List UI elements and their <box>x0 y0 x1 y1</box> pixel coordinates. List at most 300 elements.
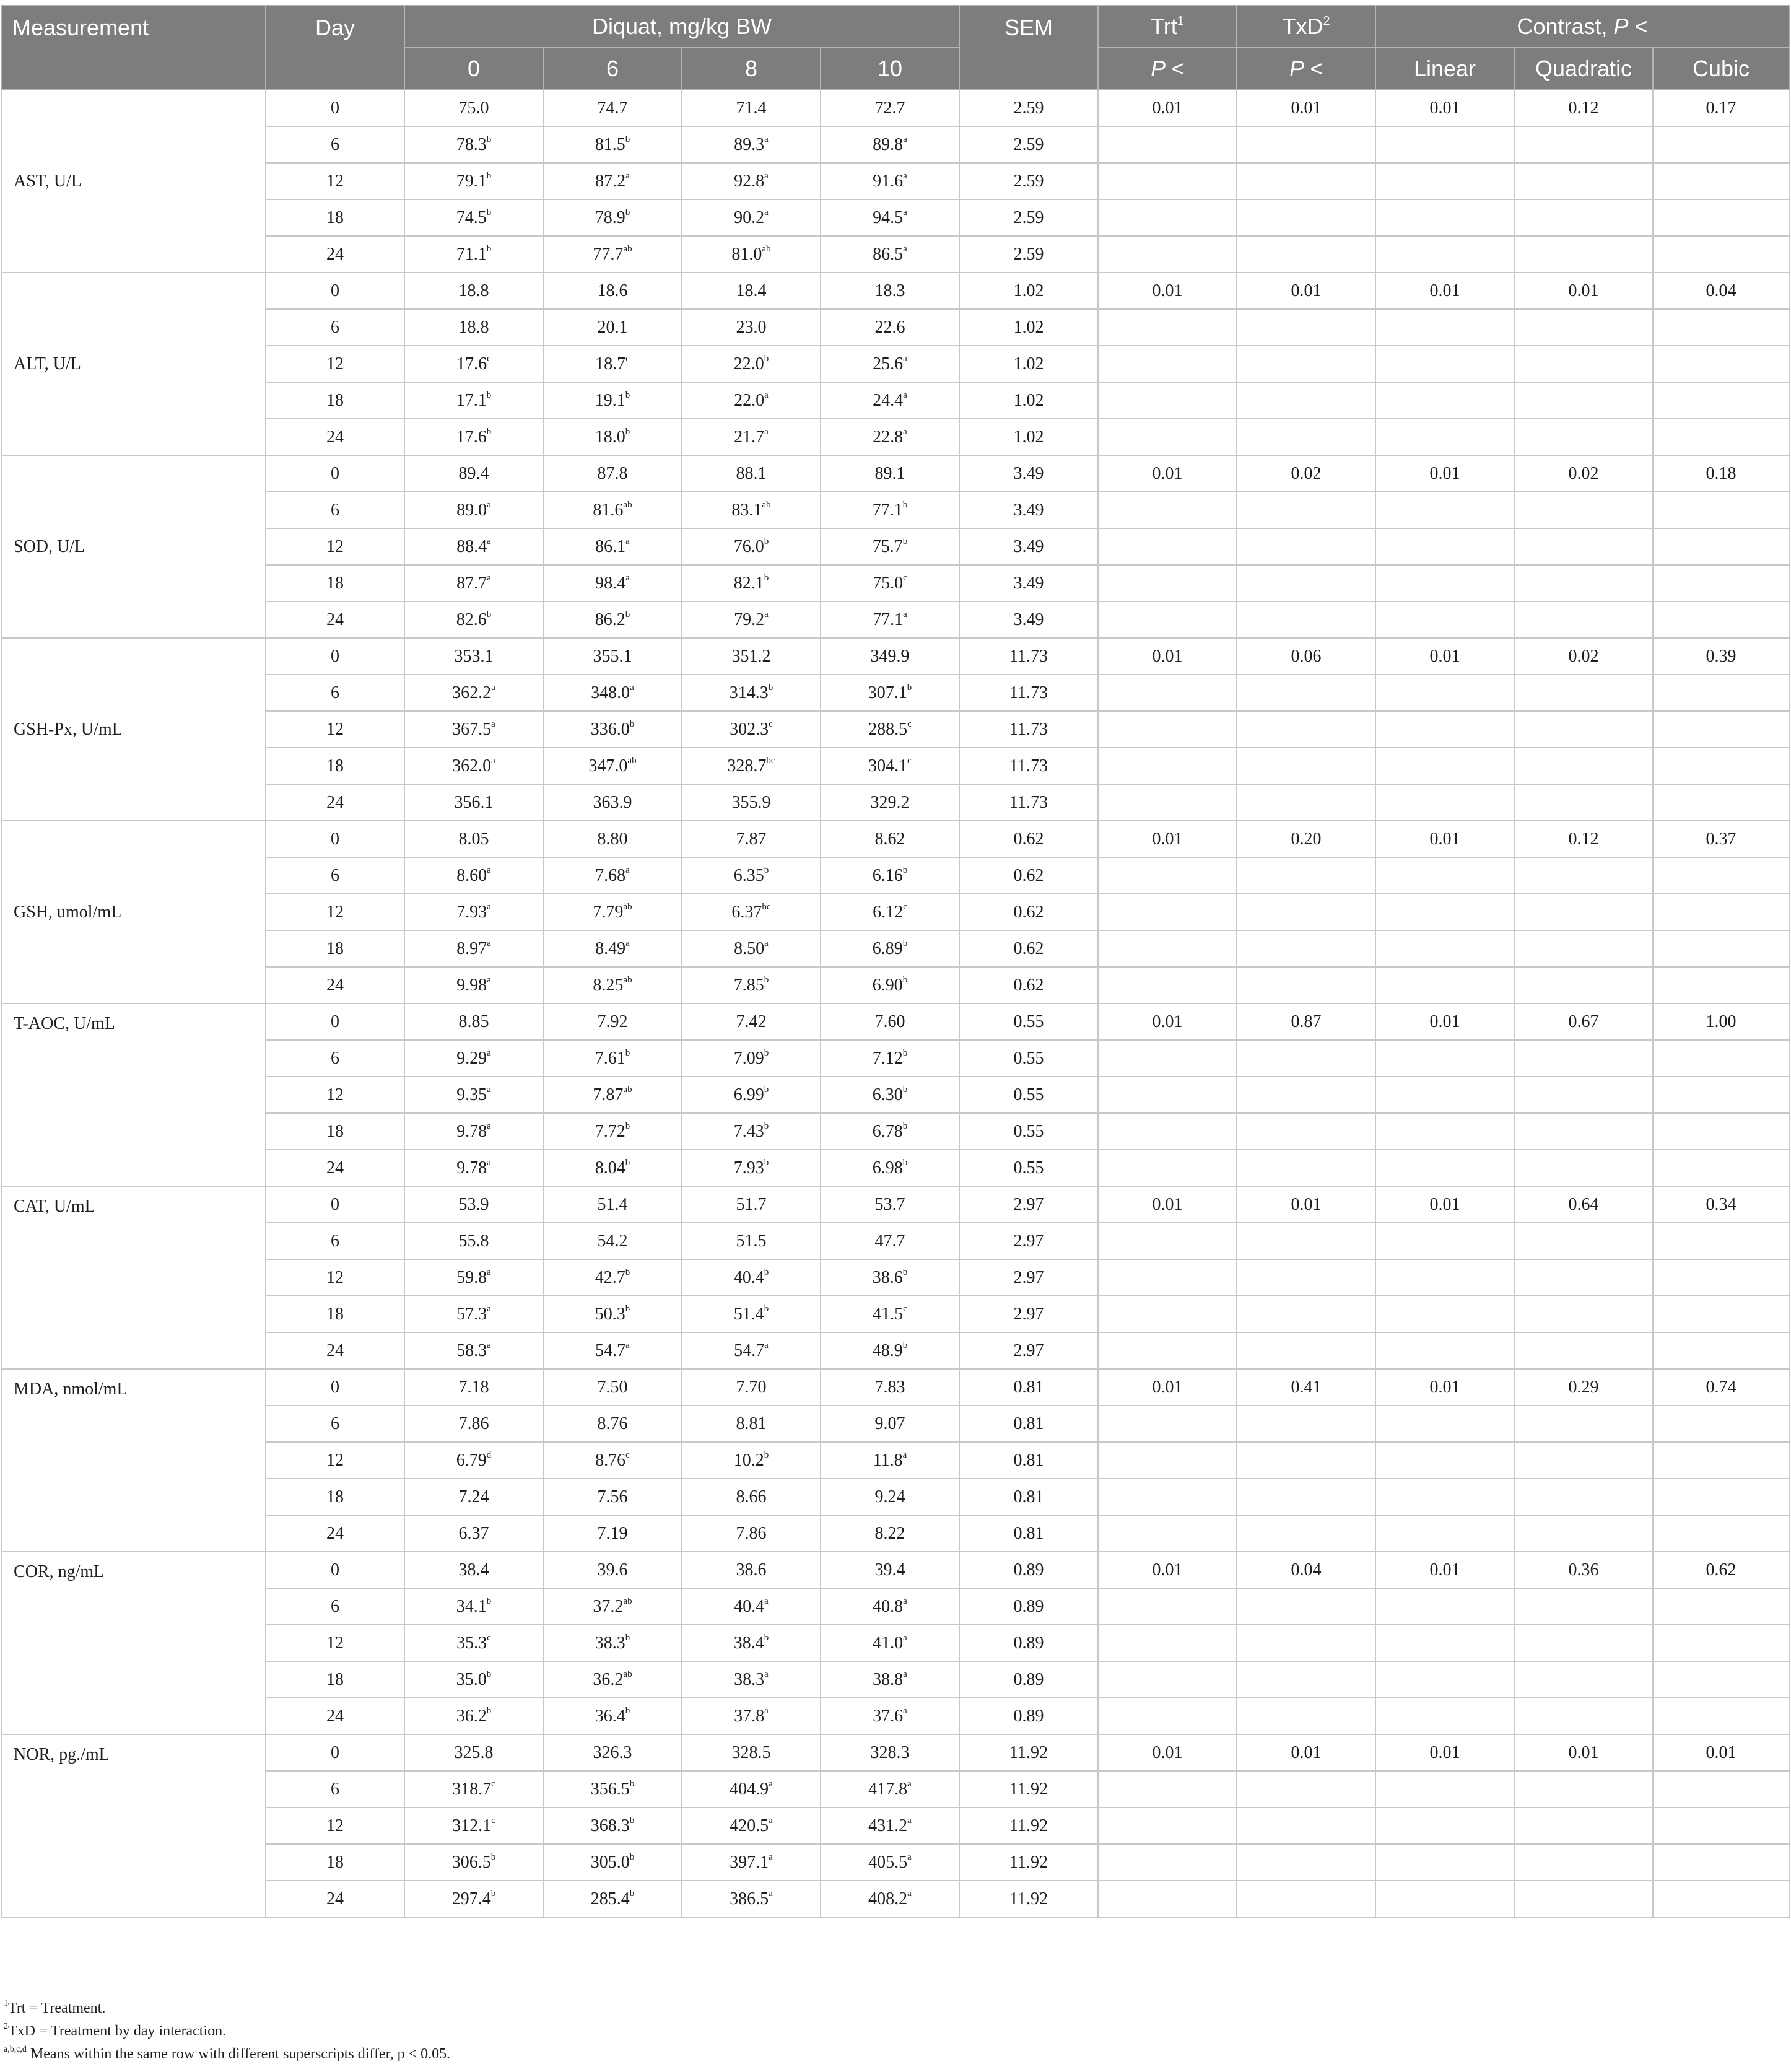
value-superscript: ab <box>623 1085 632 1095</box>
trt-cell <box>1098 1077 1237 1113</box>
value-superscript: a <box>903 354 907 364</box>
quadratic-cell <box>1514 346 1653 382</box>
value-number: 431.2 <box>868 1816 908 1835</box>
value-superscript: a <box>907 1852 912 1863</box>
value-number: 348.0 <box>591 683 630 702</box>
value-superscript: b <box>902 500 908 510</box>
trt-cell <box>1098 1698 1237 1734</box>
value-superscript: b <box>768 683 773 693</box>
value-cell <box>821 675 959 711</box>
txd-cell <box>1237 1588 1375 1625</box>
value-number: 18.8 <box>458 281 489 300</box>
value-cell <box>404 1405 543 1442</box>
trt-cell <box>1098 1771 1237 1808</box>
value-superscript: b <box>486 134 492 145</box>
day-cell: 0 <box>266 1552 404 1588</box>
cubic-cell: 0.37 <box>1653 821 1789 857</box>
value-cell <box>404 1259 543 1296</box>
trt-cell: 0.01 <box>1098 1003 1237 1040</box>
day-cell: 6 <box>266 675 404 711</box>
value-cell <box>404 492 543 528</box>
value-cell <box>682 273 821 309</box>
value-number: 53.7 <box>874 1194 905 1214</box>
value-superscript: a <box>764 1596 769 1607</box>
value-cell <box>682 894 821 930</box>
value-cell <box>821 419 959 455</box>
txd-cell <box>1237 1040 1375 1077</box>
sem-cell: 11.73 <box>959 675 1098 711</box>
value-cell <box>404 1040 543 1077</box>
value-superscript: a <box>491 683 495 693</box>
linear-cell <box>1375 1771 1514 1808</box>
value-cell <box>682 601 821 638</box>
value-number: 9.29 <box>456 1048 487 1068</box>
value-number: 10.2 <box>733 1450 764 1470</box>
trt-cell <box>1098 1808 1237 1844</box>
table-row <box>2 1661 1789 1698</box>
sem-cell: 0.62 <box>959 857 1098 894</box>
value-cell <box>404 1625 543 1661</box>
value-cell <box>821 1808 959 1844</box>
trt-cell <box>1098 601 1237 638</box>
value-superscript: b <box>902 1085 908 1095</box>
day-cell: 12 <box>266 1259 404 1296</box>
linear-cell <box>1375 1040 1514 1077</box>
value-number: 89.8 <box>873 134 904 154</box>
table-row <box>2 1552 1789 1588</box>
measurement-cell: NOR, pg./mL <box>2 1734 266 1917</box>
value-cell <box>543 857 682 894</box>
value-cell <box>821 1259 959 1296</box>
value-cell <box>404 1479 543 1515</box>
linear-cell <box>1375 419 1514 455</box>
linear-cell <box>1375 711 1514 748</box>
cubic-cell <box>1653 1113 1789 1150</box>
txd-cell <box>1237 1698 1375 1734</box>
value-cell <box>682 382 821 419</box>
value-superscript: b <box>625 610 630 620</box>
value-superscript: a <box>625 536 630 547</box>
value-number: 356.5 <box>590 1779 630 1799</box>
table-header <box>2 6 1789 90</box>
value-number: 98.4 <box>595 573 626 593</box>
value-cell <box>821 199 959 236</box>
table-row <box>2 1186 1789 1223</box>
value-cell <box>404 967 543 1003</box>
value-number: 8.49 <box>595 938 626 958</box>
value-superscript: b <box>764 1633 769 1643</box>
value-number: 11.8 <box>873 1450 903 1470</box>
value-cell <box>821 1881 959 1917</box>
linear-cell <box>1375 236 1514 273</box>
value-cell <box>821 638 959 675</box>
sem-cell: 2.97 <box>959 1223 1098 1259</box>
txd-cell <box>1237 1881 1375 1917</box>
value-cell <box>543 1369 682 1405</box>
value-number: 71.4 <box>736 98 767 118</box>
trt-cell <box>1098 784 1237 821</box>
trt-cell <box>1098 1405 1237 1442</box>
trt-cell <box>1098 1479 1237 1515</box>
value-cell <box>821 163 959 199</box>
quadratic-cell <box>1514 930 1653 967</box>
value-number: 355.9 <box>731 792 771 812</box>
value-superscript: a <box>903 1596 907 1607</box>
value-superscript: a <box>769 1852 773 1863</box>
value-cell <box>821 309 959 346</box>
value-cell <box>543 821 682 857</box>
value-cell <box>543 346 682 382</box>
value-cell <box>543 1771 682 1808</box>
value-cell <box>821 821 959 857</box>
day-cell: 0 <box>266 455 404 492</box>
value-superscript: a <box>487 1304 491 1314</box>
value-cell <box>821 601 959 638</box>
value-superscript: a <box>764 390 769 401</box>
day-cell: 12 <box>266 1625 404 1661</box>
value-number: 6.79 <box>456 1450 487 1470</box>
footnote-3 <box>4 2043 450 2066</box>
txd-cell <box>1237 1442 1375 1479</box>
trt-cell <box>1098 1113 1237 1150</box>
txd-cell <box>1237 601 1375 638</box>
sem-cell: 0.89 <box>959 1588 1098 1625</box>
sem-cell: 3.49 <box>959 455 1098 492</box>
value-number: 6.12 <box>873 902 904 922</box>
value-number: 78.3 <box>456 134 487 154</box>
linear-cell: 0.01 <box>1375 455 1514 492</box>
value-number: 7.87 <box>593 1085 624 1104</box>
trt-cell <box>1098 1442 1237 1479</box>
linear-cell <box>1375 565 1514 601</box>
value-cell <box>404 1808 543 1844</box>
trt-cell <box>1098 1588 1237 1625</box>
trt-cell <box>1098 1844 1237 1881</box>
value-cell <box>821 1552 959 1588</box>
value-number: 8.76 <box>597 1414 628 1433</box>
value-number: 55.8 <box>458 1231 489 1251</box>
quadratic-cell <box>1514 492 1653 528</box>
value-number: 305.0 <box>590 1852 630 1872</box>
cubic-cell <box>1653 675 1789 711</box>
trt-cell <box>1098 528 1237 565</box>
value-cell <box>404 930 543 967</box>
value-superscript: a <box>487 902 491 912</box>
value-number: 82.6 <box>456 610 487 629</box>
txd-cell: 0.04 <box>1237 1552 1375 1588</box>
sem-cell: 0.62 <box>959 930 1098 967</box>
value-cell <box>404 1113 543 1150</box>
value-number: 397.1 <box>730 1852 769 1872</box>
measurement-cell: COR, ng/mL <box>2 1552 266 1734</box>
value-cell <box>404 1771 543 1808</box>
measurement-cell: GSH, umol/mL <box>2 821 266 1003</box>
value-number: 39.4 <box>874 1560 905 1580</box>
value-cell <box>821 1077 959 1113</box>
value-superscript: a <box>625 1340 630 1351</box>
value-number: 35.3 <box>456 1633 487 1653</box>
txd-cell <box>1237 1332 1375 1369</box>
value-number: 74.5 <box>456 208 487 227</box>
value-superscript: b <box>629 1779 635 1790</box>
sem-cell: 0.55 <box>959 1003 1098 1040</box>
quadratic-cell <box>1514 1771 1653 1808</box>
value-superscript: b <box>629 1889 635 1899</box>
sem-cell: 0.81 <box>959 1369 1098 1405</box>
value-cell <box>682 1369 821 1405</box>
value-superscript: a <box>491 756 495 766</box>
value-number: 6.37 <box>731 902 762 922</box>
value-number: 38.3 <box>734 1669 765 1689</box>
value-number: 36.2 <box>593 1669 624 1689</box>
footnote-mark: 2 <box>4 2022 8 2031</box>
value-superscript: b <box>902 1121 908 1132</box>
cubic-cell <box>1653 1223 1789 1259</box>
day-cell: 24 <box>266 1881 404 1917</box>
table-row <box>2 1844 1789 1881</box>
value-cell <box>682 1077 821 1113</box>
value-number: 86.5 <box>873 244 904 264</box>
value-superscript: a <box>902 1450 907 1461</box>
trt-cell <box>1098 1223 1237 1259</box>
value-cell <box>404 309 543 346</box>
value-number: 38.3 <box>595 1633 625 1653</box>
sem-cell: 2.59 <box>959 236 1098 273</box>
value-number: 51.4 <box>597 1194 628 1214</box>
value-cell <box>682 1003 821 1040</box>
value-number: 88.1 <box>736 463 767 483</box>
txd-cell <box>1237 748 1375 784</box>
value-cell <box>821 346 959 382</box>
value-superscript: a <box>625 171 630 181</box>
cubic-cell: 0.74 <box>1653 1369 1789 1405</box>
value-number: 356.1 <box>454 792 494 812</box>
quadratic-cell <box>1514 1515 1653 1552</box>
measurement-cell: T-AOC, U/mL <box>2 1003 266 1186</box>
trt-cell: 0.01 <box>1098 638 1237 675</box>
value-superscript: b <box>486 208 492 218</box>
value-superscript: b <box>486 427 492 437</box>
value-cell <box>543 126 682 163</box>
value-number: 285.4 <box>590 1889 630 1908</box>
value-number: 81.6 <box>593 500 624 520</box>
trt-cell <box>1098 711 1237 748</box>
value-superscript: a <box>487 573 491 584</box>
value-cell <box>682 1844 821 1881</box>
value-number: 7.68 <box>595 865 626 885</box>
measurement-cell: CAT, U/mL <box>2 1186 266 1369</box>
value-cell <box>682 930 821 967</box>
value-superscript: c <box>903 1304 907 1314</box>
trt-cell <box>1098 199 1237 236</box>
value-number: 37.8 <box>734 1706 765 1726</box>
footnote-mark: a,b,c,d <box>4 2045 27 2054</box>
value-cell <box>543 492 682 528</box>
footnote-2 <box>4 2020 450 2043</box>
txd-cell: 0.02 <box>1237 455 1375 492</box>
quadratic-cell: 0.01 <box>1514 273 1653 309</box>
value-number: 36.4 <box>595 1706 625 1726</box>
value-cell <box>682 1223 821 1259</box>
value-cell <box>682 1040 821 1077</box>
linear-cell <box>1375 894 1514 930</box>
day-cell: 18 <box>266 199 404 236</box>
value-superscript: b <box>764 1048 769 1059</box>
value-superscript: b <box>902 1267 908 1278</box>
value-number: 36.2 <box>456 1706 487 1726</box>
value-number: 77.7 <box>593 244 624 264</box>
value-number: 314.3 <box>729 683 769 702</box>
trt-header <box>1098 6 1237 48</box>
value-cell <box>682 126 821 163</box>
value-cell <box>682 1479 821 1515</box>
value-superscript: b <box>625 208 630 218</box>
value-number: 7.72 <box>595 1121 625 1141</box>
value-cell <box>821 1332 959 1369</box>
table-row <box>2 455 1789 492</box>
cubic-cell <box>1653 199 1789 236</box>
value-cell <box>404 565 543 601</box>
value-number: 328.3 <box>870 1742 910 1762</box>
sem-cell: 2.97 <box>959 1332 1098 1369</box>
quadratic-cell <box>1514 1808 1653 1844</box>
txd-cell: 0.01 <box>1237 90 1375 126</box>
value-cell <box>543 748 682 784</box>
cubic-cell <box>1653 382 1789 419</box>
value-number: 89.0 <box>456 500 487 520</box>
linear-cell <box>1375 1332 1514 1369</box>
value-number: 8.25 <box>593 975 624 995</box>
trt-footnote-mark: 1 <box>1177 14 1184 28</box>
value-cell <box>543 1625 682 1661</box>
quadratic-cell <box>1514 675 1653 711</box>
value-number: 71.1 <box>456 244 487 264</box>
txd-cell <box>1237 1259 1375 1296</box>
day-cell: 24 <box>266 601 404 638</box>
value-superscript: b <box>764 1450 769 1461</box>
value-superscript: ab <box>623 1669 632 1680</box>
value-superscript: a <box>903 134 907 145</box>
value-superscript: a <box>487 1048 491 1059</box>
value-number: 6.90 <box>872 975 903 995</box>
value-cell <box>404 163 543 199</box>
value-number: 9.78 <box>456 1121 487 1141</box>
table-row <box>2 1296 1789 1332</box>
txd-cell <box>1237 199 1375 236</box>
table-row <box>2 126 1789 163</box>
linear-cell <box>1375 1881 1514 1917</box>
day-cell: 24 <box>266 1515 404 1552</box>
value-superscript: ab <box>623 500 632 510</box>
cubic-cell: 0.04 <box>1653 273 1789 309</box>
value-number: 420.5 <box>730 1816 769 1835</box>
value-cell <box>682 1661 821 1698</box>
day-cell: 18 <box>266 1661 404 1698</box>
value-number: 7.18 <box>458 1377 489 1397</box>
linear-cell: 0.01 <box>1375 1003 1514 1040</box>
day-cell: 18 <box>266 382 404 419</box>
value-number: 17.6 <box>456 354 487 374</box>
day-cell: 18 <box>266 565 404 601</box>
value-cell <box>543 930 682 967</box>
value-superscript: b <box>902 865 908 876</box>
footnote-text: TxD = Treatment by day interaction. <box>8 2023 227 2039</box>
value-cell <box>821 967 959 1003</box>
value-cell <box>543 455 682 492</box>
trt-cell <box>1098 857 1237 894</box>
value-superscript: a <box>487 938 491 949</box>
value-superscript: b <box>625 134 630 145</box>
trt-cell: 0.01 <box>1098 90 1237 126</box>
value-cell <box>404 1734 543 1771</box>
value-superscript: a <box>769 1816 773 1826</box>
value-cell <box>682 638 821 675</box>
value-cell <box>821 455 959 492</box>
cubic-cell <box>1653 492 1789 528</box>
linear-cell <box>1375 1442 1514 1479</box>
day-cell: 24 <box>266 1332 404 1369</box>
value-cell <box>821 90 959 126</box>
value-number: 50.3 <box>595 1304 625 1324</box>
quadratic-cell <box>1514 1259 1653 1296</box>
sem-cell: 11.92 <box>959 1808 1098 1844</box>
value-cell <box>543 1442 682 1479</box>
value-number: 7.86 <box>458 1414 489 1433</box>
value-cell <box>404 1588 543 1625</box>
value-number: 8.97 <box>456 938 487 958</box>
txd-footnote-mark: 2 <box>1323 14 1330 28</box>
sem-cell: 1.02 <box>959 309 1098 346</box>
sem-cell: 0.89 <box>959 1661 1098 1698</box>
value-number: 58.3 <box>456 1340 487 1360</box>
trt-cell: 0.01 <box>1098 1369 1237 1405</box>
quadratic-cell: 0.02 <box>1514 638 1653 675</box>
quadratic-cell <box>1514 784 1653 821</box>
cubic-cell: 0.62 <box>1653 1552 1789 1588</box>
day-cell: 6 <box>266 1588 404 1625</box>
measurement-header: Measurement <box>2 6 266 90</box>
value-cell <box>543 601 682 638</box>
value-number: 7.61 <box>595 1048 625 1068</box>
table-row <box>2 1625 1789 1661</box>
value-number: 312.1 <box>452 1816 492 1835</box>
trt-p-header: P < <box>1098 48 1237 90</box>
day-cell: 6 <box>266 1771 404 1808</box>
linear-cell <box>1375 857 1514 894</box>
value-cell <box>682 1186 821 1223</box>
value-cell <box>543 419 682 455</box>
value-number: 8.85 <box>458 1012 489 1031</box>
quadratic-cell: 0.29 <box>1514 1369 1653 1405</box>
linear-cell <box>1375 1296 1514 1332</box>
cubic-cell <box>1653 1040 1789 1077</box>
sem-cell: 1.02 <box>959 346 1098 382</box>
value-superscript: b <box>629 1816 635 1826</box>
value-cell <box>404 601 543 638</box>
value-cell <box>821 1479 959 1515</box>
linear-cell <box>1375 1588 1514 1625</box>
value-cell <box>821 1771 959 1808</box>
trt-cell <box>1098 346 1237 382</box>
linear-cell <box>1375 1661 1514 1698</box>
value-superscript: b <box>625 390 630 401</box>
table-row <box>2 1113 1789 1150</box>
value-superscript: b <box>625 1158 630 1168</box>
value-number: 38.6 <box>872 1267 903 1287</box>
value-superscript: b <box>902 1158 908 1168</box>
value-superscript: c <box>625 1450 630 1461</box>
linear-cell <box>1375 1515 1514 1552</box>
